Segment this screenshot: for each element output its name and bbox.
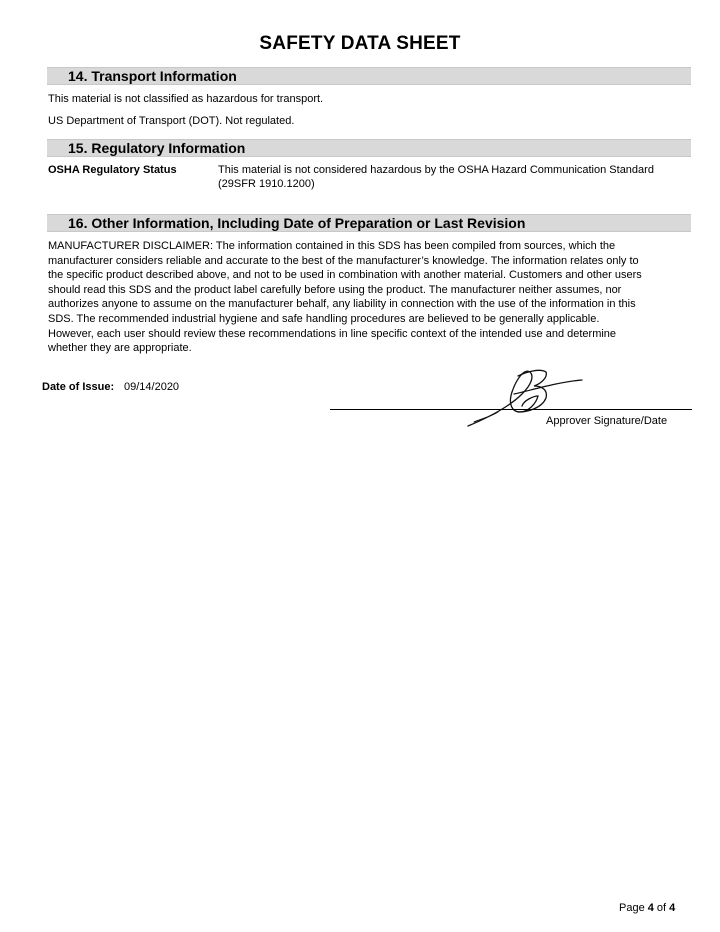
- section-15-title: 15. Regulatory Information: [68, 140, 246, 156]
- page-number: [619, 902, 675, 914]
- osha-status-value-1: This material is not considered hazardous by the OSHA Hazard Communication Standard: [218, 164, 654, 176]
- disclaimer-line: whether they are appropriate.: [48, 342, 192, 355]
- page-of: of: [653, 902, 670, 914]
- disclaimer-line: However, each user should review these recommendations in line specific context of the intended use and determine: [48, 327, 617, 340]
- signature-line: [330, 409, 692, 410]
- section-15-header: [47, 139, 691, 157]
- disclaimer-line: should read this SDS and the product label carefully before using the product. The manufacturer neither assumes, nor: [48, 283, 622, 296]
- page-current: 4: [647, 902, 654, 914]
- osha-status-value-2: (29SFR 1910.1200): [218, 178, 315, 190]
- osha-status-label: OSHA Regulatory Status: [48, 164, 177, 176]
- section-14-title: 14. Transport Information: [68, 68, 237, 84]
- manufacturer-disclaimer: [48, 239, 694, 356]
- section-16-header: [47, 214, 691, 232]
- disclaimer-line: manufacturer considers reliable and accurate to the best of the manufacturer’s knowledge. The information relates only to: [48, 254, 639, 267]
- disclaimer-line: the specific product described above, and not to be used in combination with another material. Customers and other users: [48, 269, 642, 282]
- date-of-issue-value: 09/14/2020: [124, 381, 180, 393]
- transport-text-2: US Department of Transport (DOT). Not regulated.: [48, 115, 295, 127]
- page-prefix: Page: [619, 902, 648, 914]
- transport-text-1: This material is not classified as hazardous for transport.: [48, 93, 324, 105]
- page-total: 4: [669, 902, 676, 914]
- disclaimer-line: MANUFACTURER DISCLAIMER: The information contained in this SDS has been compiled from sources, which the: [48, 240, 616, 252]
- section-14-header: [47, 67, 691, 85]
- date-of-issue-label: Date of Issue:: [42, 381, 115, 393]
- section-16-title: 16. Other Information, Including Date of Preparation or Last Revision: [68, 215, 526, 231]
- document-title: SAFETY DATA SHEET: [259, 33, 461, 54]
- disclaimer-line: authorizes anyone to assume on the manufacturer behalf, any liability in connection with the use of the information in this: [48, 298, 636, 311]
- signature-caption: Approver Signature/Date: [546, 415, 668, 427]
- disclaimer-line: SDS. The recommended industrial hygiene and safe handling procedures are believed to be generally applicable.: [48, 312, 600, 325]
